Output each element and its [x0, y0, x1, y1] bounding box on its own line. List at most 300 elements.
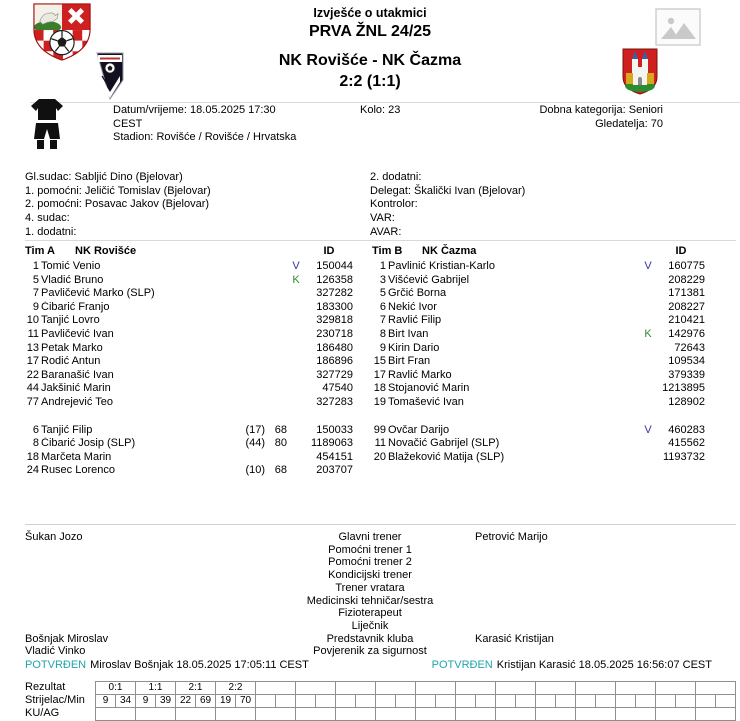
stadium-value: Rovišće / Rovišće / Hrvatska — [156, 131, 297, 143]
staff-name-team-b — [465, 645, 715, 658]
substitution-replaced-number — [587, 424, 617, 438]
officials-left — [25, 171, 355, 240]
team-a-label: Tim A — [25, 245, 55, 257]
player-id: 1189063 — [310, 437, 353, 450]
player-name: Nekić Ivor — [388, 300, 437, 313]
official-row — [25, 198, 355, 212]
substitution-minute — [617, 328, 639, 342]
substitution-replaced-number — [235, 287, 265, 301]
player-badge — [287, 396, 305, 410]
player-id: 47540 — [322, 382, 353, 395]
officials-right — [370, 171, 700, 240]
player-id: 171381 — [668, 287, 705, 300]
match-score: 2:2 (1:1) — [339, 73, 401, 90]
team-b-players — [372, 260, 705, 464]
result-cell — [696, 682, 736, 695]
player-id: 183300 — [316, 300, 353, 313]
player-name: Baranašić Ivan — [41, 368, 114, 381]
staff-section — [25, 531, 715, 658]
official-row — [370, 198, 700, 212]
attendance-label: Gledatelja: — [595, 117, 648, 130]
player-row-starter — [25, 382, 353, 396]
official-role-label: VAR: — [370, 212, 395, 225]
official-role-label: 1. pomoćni: — [25, 184, 82, 197]
scorer-minute-cell — [556, 695, 576, 708]
substitution-minute — [617, 369, 639, 383]
scorer-minute-cell — [316, 695, 336, 708]
substitution-minute — [617, 437, 639, 451]
player-name: Blažeković Matija (SLP) — [388, 450, 505, 463]
scorer-min-label: Strijelac/Min — [25, 694, 85, 706]
staff-name-team-a — [25, 582, 275, 595]
staff-role-label: Glavni trener — [338, 531, 402, 543]
substitution-minute — [265, 355, 287, 369]
scorer-minute-cell — [436, 695, 456, 708]
player-name: Petak Marko — [41, 341, 103, 354]
player-name: Birt Ivan — [388, 327, 429, 340]
staff-role-label: Fizioterapeut — [338, 607, 402, 620]
player-id: 1213895 — [662, 382, 705, 395]
player-number: 17 — [373, 368, 386, 381]
player-row-starter — [372, 382, 705, 396]
player-row-substitute — [25, 437, 353, 451]
player-row-substitute — [372, 451, 705, 465]
player-row-starter — [372, 355, 705, 369]
staff-row — [25, 607, 715, 620]
match-info-block — [113, 104, 303, 145]
substitution-minute — [617, 274, 639, 288]
scorer-minute-cell — [456, 695, 476, 708]
result-row-scorers — [96, 695, 736, 708]
result-cell — [656, 682, 696, 695]
staff-name-team-b — [465, 582, 715, 595]
photo-placeholder-icon — [655, 8, 701, 46]
substitution-replaced-number — [587, 342, 617, 356]
player-number: 7 — [379, 314, 386, 327]
officials-divider — [25, 240, 736, 241]
result-cell: 1:1 — [136, 682, 176, 695]
player-row-starter — [25, 314, 353, 328]
staff-role-label: Pomoćni trener 1 — [328, 543, 412, 556]
staff-row — [25, 569, 715, 582]
official-role-label: 2. pomoćni: — [25, 198, 82, 211]
player-id: 460283 — [668, 423, 705, 436]
official-role-label: Gl.sudac: — [25, 171, 72, 183]
official-row — [370, 185, 700, 199]
team-a-id-header: ID — [323, 245, 335, 257]
player-name: Ćibarić Josip (SLP) — [41, 437, 136, 450]
result-grid — [95, 681, 736, 721]
kuag-cell — [496, 708, 536, 721]
scorer-minute-cell: 9 — [136, 695, 156, 708]
substitution-minute — [617, 342, 639, 356]
substitution-replaced-number — [235, 260, 265, 274]
result-row-kuag — [96, 708, 736, 721]
player-badge: V — [644, 260, 652, 272]
round-line — [360, 104, 400, 118]
confirmation-status-a: POTVRĐEN — [25, 659, 87, 671]
scorer-minute-cell — [536, 695, 556, 708]
scorer-minute-cell: 9 — [96, 695, 116, 708]
staff-rows — [25, 531, 715, 658]
confirmation-detail-a: Miroslav Bošnjak 18.05.2025 17:05:11 CEST — [90, 659, 309, 671]
player-row-starter — [25, 342, 353, 356]
player-row-starter — [372, 396, 705, 410]
substitution-replaced-number — [587, 260, 617, 274]
players-gap — [372, 410, 705, 424]
report-title: Izvješće o utakmici — [313, 6, 427, 20]
kuag-cell — [336, 708, 376, 721]
substitution-replaced-number — [587, 382, 617, 396]
player-number: 1 — [379, 260, 386, 272]
substitution-replaced-number — [235, 301, 265, 315]
substitution-replaced-number — [235, 342, 265, 356]
substitution-replaced-number — [235, 355, 265, 369]
staff-role-label: Trener vratara — [335, 581, 405, 594]
age-category-line — [490, 104, 663, 118]
player-id: 329818 — [316, 314, 353, 327]
player-id: 1193732 — [662, 450, 705, 463]
player-id: 186480 — [316, 341, 353, 354]
result-cell: 2:2 — [216, 682, 256, 695]
player-id: 208227 — [668, 300, 705, 313]
player-id: 142976 — [668, 327, 705, 340]
teams-section — [0, 245, 740, 520]
staff-name-team-b — [465, 544, 715, 557]
official-role-label: 4. sudac: — [25, 212, 70, 225]
substitution-minute — [265, 274, 287, 288]
round-label: Kolo: — [360, 104, 386, 116]
category-attendance-block — [490, 104, 663, 131]
player-row-starter — [372, 287, 705, 301]
player-number: 18 — [26, 450, 39, 463]
player-row-starter — [372, 369, 705, 383]
staff-name-team-a — [25, 620, 275, 633]
scorer-minute-cell — [596, 695, 616, 708]
player-badge — [639, 274, 657, 288]
player-number: 24 — [26, 464, 39, 477]
kuag-cell — [616, 708, 656, 721]
staff-role-label: Predstavnik kluba — [326, 632, 414, 645]
official-row — [25, 185, 355, 199]
nk-cazma-crest-icon — [620, 47, 660, 95]
result-cell — [496, 682, 536, 695]
kuag-cell — [256, 708, 296, 721]
staff-row — [25, 645, 715, 658]
substitution-replaced-number — [235, 382, 265, 396]
scorer-minute-cell — [496, 695, 516, 708]
official-row — [25, 212, 355, 226]
player-badge — [639, 382, 657, 396]
player-badge: K — [292, 273, 300, 286]
player-number: 17 — [26, 355, 39, 368]
staff-row — [25, 582, 715, 595]
round-value: 23 — [388, 104, 401, 116]
staff-role-label: Liječnik — [351, 619, 389, 632]
attendance-value: 70 — [650, 117, 663, 130]
player-row-substitute — [25, 424, 353, 438]
kuag-cell — [576, 708, 616, 721]
official-name: Sabljić Dino (Bjelovar) — [71, 171, 183, 183]
result-cell — [456, 682, 496, 695]
substitution-minute — [617, 355, 639, 369]
player-row-substitute — [372, 424, 705, 438]
official-role-label: 2. dodatni: — [370, 171, 422, 183]
staff-name-team-b — [465, 556, 715, 569]
player-badge — [287, 287, 305, 301]
substitution-minute — [265, 382, 287, 396]
black-kit-icon — [30, 98, 64, 150]
result-cell — [296, 682, 336, 695]
player-badge — [287, 355, 305, 369]
player-row-substitute — [372, 437, 705, 451]
official-role-label: AVAR: — [370, 225, 402, 238]
player-id: 454151 — [316, 450, 353, 463]
player-name: Ravlić Marko — [388, 368, 452, 381]
team-a-header — [25, 245, 353, 260]
teams-divider — [25, 524, 736, 525]
scorer-minute-cell — [296, 695, 316, 708]
player-number: 13 — [26, 341, 39, 354]
player-number: 7 — [32, 287, 39, 300]
team-b-label: Tim B — [372, 245, 403, 257]
team-b-name: NK Čazma — [422, 245, 477, 257]
substitution-replaced-number — [587, 355, 617, 369]
player-row-starter — [25, 328, 353, 342]
player-name: Grčić Borna — [388, 287, 447, 300]
player-row-starter — [25, 301, 353, 315]
confirmation-team-b — [432, 659, 712, 672]
substitution-minute — [617, 260, 639, 274]
player-name: Andrejević Teo — [41, 395, 113, 408]
scorer-minute-cell — [476, 695, 496, 708]
kuag-cell — [656, 708, 696, 721]
substitution-minute — [617, 451, 639, 465]
staff-row — [25, 620, 715, 633]
result-cell — [336, 682, 376, 695]
player-id: 186896 — [316, 355, 353, 368]
player-row-starter — [25, 396, 353, 410]
scorer-minute-cell — [356, 695, 376, 708]
player-name: Rusec Lorenco — [41, 464, 115, 477]
player-badge — [639, 342, 657, 356]
official-row — [370, 226, 700, 240]
substitution-minute — [617, 287, 639, 301]
player-row-substitute — [25, 464, 353, 478]
player-id: 327729 — [316, 368, 353, 381]
official-row — [370, 212, 700, 226]
player-number: 20 — [373, 450, 386, 463]
staff-role-label: Kondicijski trener — [328, 569, 412, 582]
player-name: Birt Fran — [388, 355, 431, 368]
player-badge — [287, 342, 305, 356]
report-header — [0, 0, 740, 100]
scorer-minute-cell — [256, 695, 276, 708]
player-number: 77 — [26, 395, 39, 408]
result-row-labels — [25, 681, 85, 720]
staff-row — [25, 556, 715, 569]
player-badge — [287, 382, 305, 396]
player-id: 150044 — [316, 260, 353, 272]
staff-name-team-b: Petrović Marijo — [475, 531, 548, 543]
confirmation-team-a — [25, 659, 309, 672]
team-b-id-header: ID — [675, 245, 687, 257]
player-id: 160775 — [668, 260, 705, 272]
substitution-replaced-number — [587, 451, 617, 465]
scorer-minute-cell — [516, 695, 536, 708]
player-id: 415562 — [668, 437, 705, 450]
result-table-section — [0, 681, 740, 721]
player-badge — [639, 369, 657, 383]
substitution-minute — [617, 396, 639, 410]
match-title: NK Rovišće - NK Čazma — [278, 52, 462, 69]
player-name: Jakšinić Marin — [41, 382, 111, 395]
player-number: 44 — [26, 382, 39, 395]
player-name: Pavličević Marko (SLP) — [41, 287, 155, 300]
staff-name-team-b — [465, 607, 715, 620]
player-id: 203707 — [316, 464, 353, 477]
substitution-minute — [265, 314, 287, 328]
player-number: 8 — [379, 327, 386, 340]
official-role-label: Kontrolor: — [370, 198, 418, 211]
player-name: Rodić Antun — [41, 355, 101, 368]
scorer-minute-cell: 22 — [176, 695, 196, 708]
player-number: 1 — [32, 260, 39, 272]
player-number: 11 — [27, 327, 39, 340]
datetime-value: 18.05.2025 17:30 CEST — [113, 104, 276, 130]
substitution-minute: 80 — [274, 437, 287, 450]
scorer-minute-cell — [276, 695, 296, 708]
player-number: 9 — [379, 341, 386, 354]
team-b-section — [372, 245, 705, 464]
player-number: 3 — [379, 273, 386, 286]
player-name: Novačić Gabrijel (SLP) — [388, 437, 500, 450]
player-number: 9 — [32, 300, 39, 313]
scorer-minute-cell — [396, 695, 416, 708]
result-label: Rezultat — [25, 681, 66, 693]
substitution-replaced-number: (44) — [245, 437, 265, 450]
player-badge — [639, 355, 657, 369]
player-number: 22 — [26, 368, 39, 381]
player-id: 208229 — [668, 273, 705, 286]
staff-name-team-a — [25, 544, 275, 557]
player-name: Kirin Dario — [388, 341, 440, 354]
player-name: Tomašević Ivan — [388, 395, 464, 408]
player-badge: K — [644, 327, 652, 340]
official-name: Posavac Jakov (Bjelovar) — [81, 198, 210, 211]
substitution-replaced-number: (10) — [245, 464, 265, 477]
official-row — [25, 226, 355, 240]
kuag-cell — [376, 708, 416, 721]
scorer-minute-cell — [636, 695, 656, 708]
player-badge — [287, 301, 305, 315]
staff-name-team-a: Bošnjak Miroslav — [25, 632, 109, 645]
result-row-results — [96, 682, 736, 695]
substitution-replaced-number — [587, 314, 617, 328]
player-number: 99 — [373, 423, 386, 436]
player-number: 15 — [373, 355, 386, 368]
kuag-cell — [416, 708, 456, 721]
substitution-minute: 68 — [274, 423, 287, 436]
substitution-replaced-number — [235, 396, 265, 410]
kuag-cell — [216, 708, 256, 721]
substitution-replaced-number — [235, 451, 265, 465]
player-number: 18 — [373, 382, 386, 395]
scorer-minute-cell: 34 — [116, 695, 136, 708]
player-badge — [639, 287, 657, 301]
player-badge — [287, 314, 305, 328]
player-id: 327282 — [316, 287, 353, 300]
official-row — [370, 171, 700, 185]
scorer-minute-cell: 19 — [216, 695, 236, 708]
player-badge — [287, 369, 305, 383]
substitution-minute — [617, 314, 639, 328]
player-id: 210421 — [668, 314, 705, 327]
player-name: Ćibarić Franjo — [41, 300, 110, 313]
official-name: Škalički Ivan (Bjelovar) — [410, 184, 526, 197]
player-number: 6 — [32, 423, 39, 436]
scorer-minute-cell: 39 — [156, 695, 176, 708]
datetime-line — [113, 104, 303, 131]
player-id: 379339 — [668, 368, 705, 381]
staff-name-team-a — [25, 607, 275, 620]
scorer-minute-cell — [616, 695, 636, 708]
substitution-minute — [617, 382, 639, 396]
staff-row — [25, 531, 715, 544]
staff-role-label: Pomoćni trener 2 — [328, 556, 412, 569]
substitution-minute: 68 — [274, 464, 287, 477]
stadium-label: Stadion: — [113, 131, 154, 143]
kuag-label: KU/AG — [25, 707, 60, 719]
substitution-minute — [617, 301, 639, 315]
confirmation-status-b: POTVRĐEN — [431, 659, 493, 671]
player-row-starter — [25, 369, 353, 383]
player-name: Tanjić Filip — [41, 423, 93, 436]
team-a-players — [25, 260, 353, 478]
scorer-minute-cell — [716, 695, 736, 708]
staff-name-team-a — [25, 595, 275, 608]
result-cell — [616, 682, 656, 695]
player-id: 230718 — [316, 327, 353, 340]
confirmation-row — [25, 659, 712, 672]
player-name: Tanjić Lovro — [41, 314, 100, 327]
substitution-minute — [265, 301, 287, 315]
player-name: Višćević Gabrijel — [388, 273, 470, 286]
kuag-cell — [136, 708, 176, 721]
staff-row — [25, 633, 715, 646]
player-id: 109534 — [668, 355, 705, 368]
competition-title: PRVA ŽNL 24/25 — [308, 23, 432, 40]
result-cell — [376, 682, 416, 695]
substitution-replaced-number — [235, 314, 265, 328]
substitution-minute — [265, 451, 287, 465]
confirmation-detail-b: Kristijan Karasić 18.05.2025 16:56:07 CEST — [496, 659, 712, 671]
player-id: 327283 — [316, 395, 353, 408]
player-badge — [639, 396, 657, 410]
substitution-minute — [265, 342, 287, 356]
scorer-minute-cell — [676, 695, 696, 708]
player-badge — [639, 314, 657, 328]
official-role-label: Delegat: — [370, 184, 411, 197]
substitution-replaced-number — [587, 437, 617, 451]
player-row-starter — [372, 274, 705, 288]
player-row-starter — [372, 328, 705, 342]
player-id: 126358 — [316, 273, 353, 286]
players-gap — [25, 410, 353, 424]
datetime-label: Datum/vrijeme: — [113, 104, 187, 116]
player-id: 72643 — [674, 341, 705, 354]
staff-name-team-a — [25, 569, 275, 582]
